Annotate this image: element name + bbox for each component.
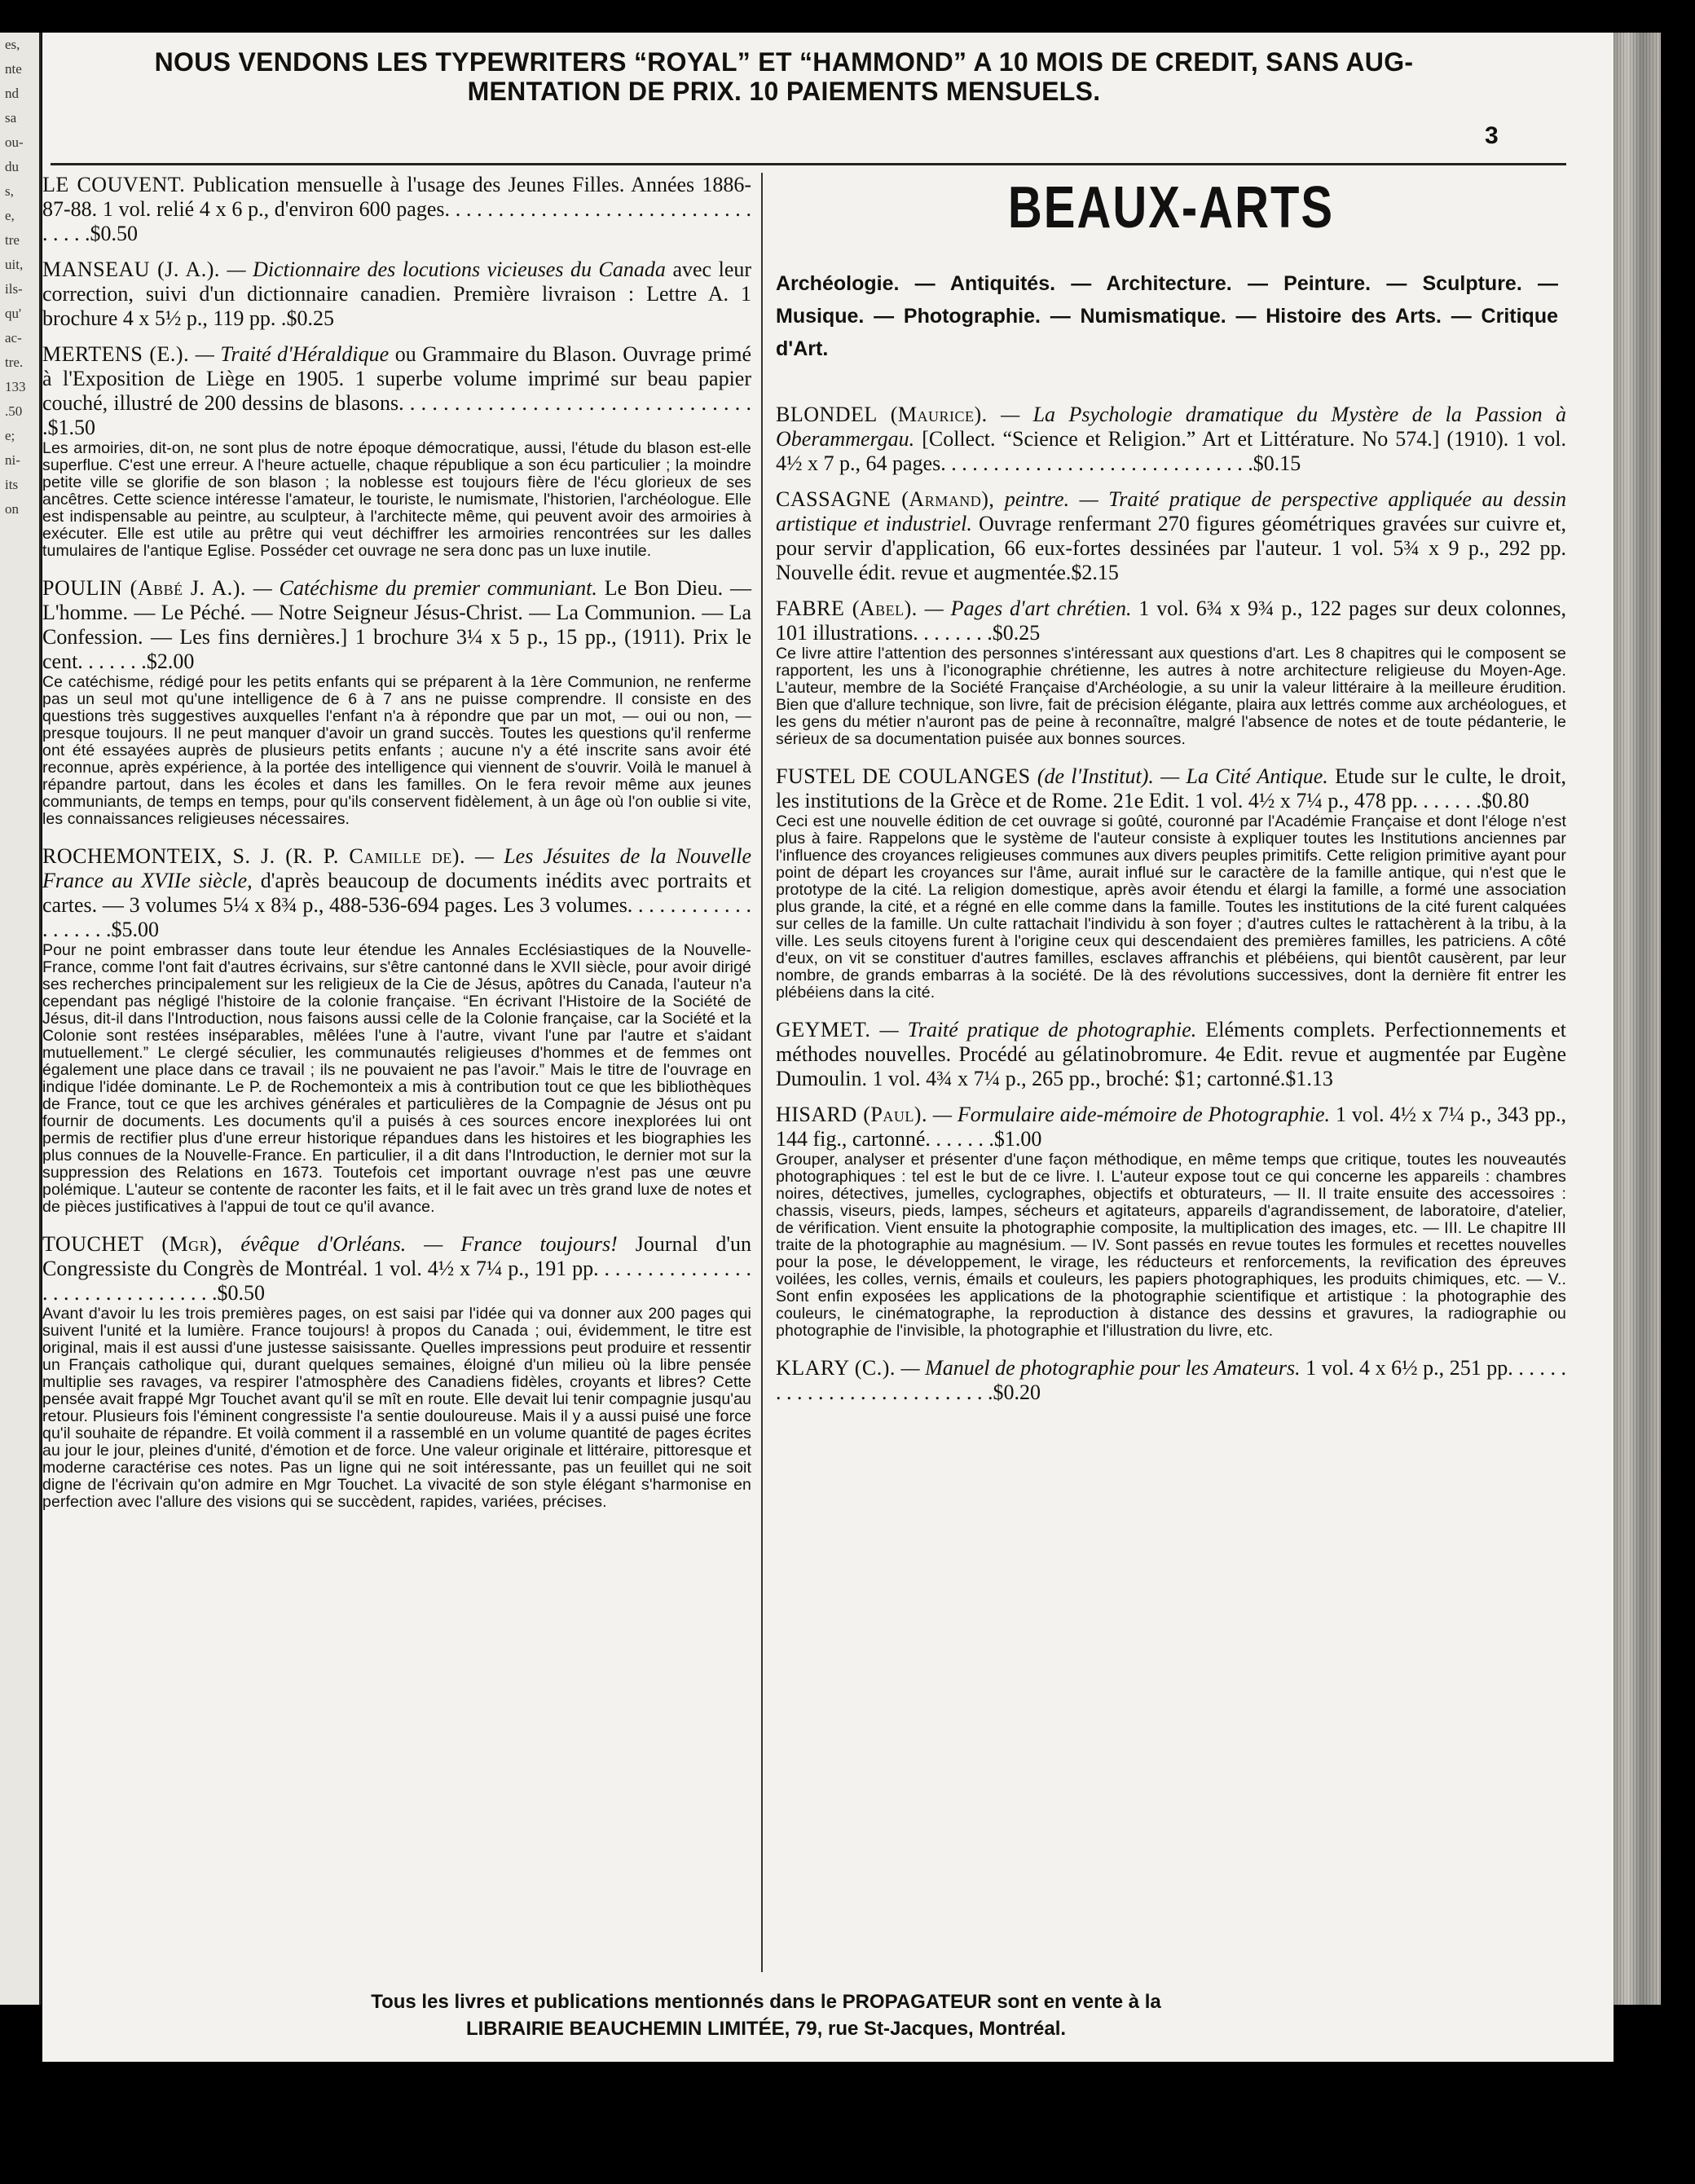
margin-fragment: e, [5,208,15,223]
entry-price: $0.20 [993,1380,1041,1404]
catalog-entry [42,576,751,828]
entry-price: $0.50 [90,222,138,245]
entry-price: $0.25 [992,621,1041,645]
margin-fragment: e; [5,428,15,443]
entry-description: Ouvrage renfermant 270 figures géométriques gravées sur cuivre et, pour servir d'application, 66 eux-fortes dessinées par l'auteur. 1 vol. 5¾ x 9 p., 292 pp. Nouvelle édit. revue et augmentée. [776,512,1566,584]
catalog-entry [42,258,751,331]
entry-author: LE COUVENT. [42,173,186,196]
catalog-entry [42,342,751,560]
entry-title: — Manuel de photographie pour les Amateurs. [900,1356,1301,1380]
entry-price: $2.15 [1071,561,1119,584]
entry-citation [42,844,751,942]
catalog-entry [776,403,1566,476]
margin-fragment: tre [5,232,20,248]
margin-fragment: .50 [5,403,23,419]
entry-review-note: Les armoiries, dit-on, ne sont plus de notre époque démocratique, aussi, l'étude du blason est-elle superflue. C'est une erreur. A l'heure actuelle, chaque république a son écu particulier ; la moindre petite ville se glorifie de son blason ; la noblesse est toujours fière de l'écu glorieux de ses ancêtres. Cette science intéresse l'amateur, le touriste, le numismate, l'historien, l'archéologue. Elle est indispensable au peintre, au sculpteur, à l'architecte même, qui peuvent avoir des armoiries à exécuter. Elle est utile au prêtre qui veut déchiffrer les armoiries rencontrées sur les dalles tumulaires de l'antique Eglise. Posséder cet ouvrage ne sera donc pas un luxe inutile. [42,439,751,560]
entry-title: évêque d'Orléans. — France toujours! [240,1232,618,1256]
entry-citation [42,258,751,331]
left-column [42,173,751,1527]
right-column [776,174,1567,1416]
entry-description: Publication mensuelle à l'usage des Jeunes Filles. Années 1886-87-88. 1 vol. relié 4 x 6 p., d'environ 600 pages. . . . . . . . . . . . . . . . . . . . . . . . . . . . . . . . . . [42,173,752,245]
header-line-2: MENTATION DE PRIX. 10 PAIEMENTS MENSUELS. [467,77,1101,106]
entry-description: avec leur correction, suivi d'un dictionnaire canadien. Première livraison : Lettre A. 1 brochure 4 x 5½ p., 119 pp. . [42,258,752,330]
margin-fragment: qu' [5,306,22,321]
page-footer [114,1988,1418,2042]
entry-title: (de l'Institut). — La Cité Antique. [1037,764,1328,788]
catalog-entry [776,1356,1566,1405]
right-entries [776,403,1566,1405]
header-rule [51,163,1566,165]
section-title: BEAUX-ARTS [1007,174,1335,240]
header-line-1: NOUS VENDONS LES TYPEWRITERS “ROYAL” ET “HAMMOND” A 10 MOIS DE CREDIT, SANS AUG- [154,47,1414,77]
margin-fragment: s, [5,183,14,199]
catalog-entry [776,1103,1566,1340]
entry-price: $0.80 [1481,789,1530,812]
entry-price: $1.00 [993,1127,1042,1151]
entry-citation [42,576,751,674]
entry-citation [776,403,1566,476]
entry-citation [776,1356,1566,1405]
entry-title: — Catéchisme du premier communiant. [253,576,597,600]
entry-citation [42,342,751,440]
entry-author: MERTENS (E.). [42,342,190,366]
entry-review-note: Ce livre attire l'attention des personnes s'intéressant aux questions d'art. Les 8 chapitres qui le composent se rapportent, les uns à l'iconographie chrétienne, les autres à notre architecture religieuse du Moyen-Age. L'auteur, membre de la Société Française d'Archéologie, a su unir la valeur littéraire à la meilleure érudition. Bien que d'allure technique, son livre, fait de précision élégante, plaira aux lettrés comme aux archéologues, et les gens du métier n'auront pas de peine à reconnaître, malgré l'absence de notes et de toute pédanterie, le sérieux de sa documentation puisée aux bonnes sources. [776,645,1566,748]
entry-title: — Dictionnaire des locutions vicieuses du Canada [227,258,666,281]
entry-author: MANSEAU (J. A.). [42,258,220,281]
page-header [91,47,1477,106]
entry-review-note: Ce catéchisme, rédigé pour les petits enfants qui se préparent à la 1ère Communion, ne renferme pas un seul mot qu'une intelligence de 6 à 7 ans ne puisse comprendre. Il consiste en des questions très suggestives auxquelles l'enfant n'a à répondre que par un mot, — oui ou non, — presque toujours. Il ne peut manquer d'avoir un grand succès. Toutes les questions qu'il renferme ont été essayées auprès de plusieurs petits enfants ; aucune n'y a été inscrite sans avoir été reconnue, après expérience, à la portée des intelligence qui viennent de s'ouvrir. Voilà le manuel à répandre partout, dans les écoles et dans les familles. On le fera revoir même aux jeunes communiants, de temps en temps, pour qu'ils conservent fidèlement, à un âge où l'on oublie si vite, les connaissances religieuses nécessaires. [42,673,751,828]
entry-title: peintre. — Traité pratique de perspective appliquée au dessin artistique et industriel. [776,487,1566,535]
entry-review-note: Grouper, analyser et présenter d'une façon méthodique, en même temps que critique, toutes les nouveautés photographiques : tel est le but de ce livre. I. L'auteur expose tout ce qui concerne les appareils : chambres noires, détectives, jumelles, cyclographes, objectifs et obturateurs, — II. Il traite ensuite des accessoires : chassis, viseurs, pieds, lampes, sécheurs et agitateurs, appareils d'agrandissement, de laboratoire, d'atelier, de vérification. Vient ensuite la photographie composite, la multiplication des images, etc. — III. Le chapitre III traite de la photographie au magnésium. — IV. Sont passés en revue toutes les formules et recettes nouvelles pour la pose, le développement, le virage, les réducteurs et renforcements, la revification des épreuves voilées, les colles, vernis, émails et couleurs, les papiers photographiques, les produits chimiques, etc. — V.. Sont enfin exposées les applications de la photographie scientifique et artistique : la photographie des couleurs, le cinématographe, la reproduction à distance des dessins et gravures, la radiographie ou photographie de l'invisible, la photographie et l'illustration du livre, etc. [776,1151,1566,1340]
entry-price: $0.15 [1253,451,1301,475]
entry-price: $0.25 [286,306,334,330]
entry-description: Le Bon Dieu. — L'homme. — Le Péché. — Notre Seigneur Jésus-Christ. — La Communion. — La Confession. — Les fins dernières.] 1 brochure 3¼ x 5 p., 15 pp., (1911). Prix le cent. . . . . . . [42,576,752,673]
margin-fragment: nte [5,61,22,77]
entry-author: TOUCHET (Mgr), [42,1232,223,1256]
book-page-edges [1614,33,1661,2005]
margin-fragment: ac- [5,330,22,346]
entry-description: d'après beaucoup de documents inédits avec portraits et cartes. — 3 volumes 5¼ x 8¾ p., 488-536-694 pages. Les 3 volumes. . . . . . . . . . . . . . . . . . . [42,869,752,941]
entry-citation [776,1103,1566,1151]
entry-review-note: Avant d'avoir lu les trois premières pages, on est saisi par l'idée qui va donner aux 200 pages qui suivent l'unité et la lumière. France toujours! à propos du Canada ; oui, évidemment, le titre est original, mais il est aussi d'une justesse saisissante. Quelles impressions peut produire et ressentir un Français catholique qui, durant quelques semaines, éloigné d'un milieu où la libre pensée multiplie ses ravages, va respirer l'atmosphère des Canadiens fidèles, croyants et libres? Cette pensée avait frappé Mgr Touchet avant qu'il se mît en route. Elle devait lui tenir compagnie jusqu'au retour. Plusieurs fois l'éminent congressiste l'a sentie douloureuse. Mais il y a aussi puisé une force qu'il souhaite de répandre. Et voilà comment il a rassemblé en un volume quantité de pages écrites au jour le jour, pleines d'unité, d'émotion et de force. Une valeur originale et littéraire, pittoresque et moderne caractérise ces notes. Pas un ligne qui ne soit intéressante, pas un feuillet qui ne soit digne de l'écrivain qu'on admire en Mgr Touchet. La vivacité de son style élégant s'harmonise en perfection avec l'allure des visions qui se succèdent, rapides, variées, précises. [42,1305,751,1511]
entry-author: GEYMET. [776,1018,871,1041]
entry-price: $0.50 [217,1281,265,1305]
column-divider [761,173,763,1982]
entry-author: BLONDEL (Maurice). [776,403,988,426]
entry-citation [776,487,1566,585]
margin-fragment: on [5,501,19,517]
entry-description: Etude sur le culte, le droit, les institutions de la Grèce et de Rome. 21e Edit. 1 vol. 4½ x 7¼ p., 478 pp. . . . . . . [776,764,1567,812]
catalog-entry [776,1018,1566,1091]
page-number: 3 [1485,122,1499,149]
entry-title: — Traité d'Héraldique [195,342,390,366]
margin-fragment: nd [5,86,19,101]
entry-citation [42,173,751,246]
margin-fragment: ils- [5,281,23,297]
footer-line-1: Tous les livres et publications mentionnés dans le PROPAGATEUR sont en vente à la [371,1991,1161,2013]
entry-title: — La Psychologie dramatique du Mystère de la Passion à Oberammergau. [776,403,1566,451]
entry-author: CASSAGNE (Armand), [776,487,995,511]
margin-fragment: ou- [5,134,24,150]
margin-fragment: ni- [5,452,20,468]
entry-citation [776,764,1566,813]
entry-description: ou Grammaire du Blason. Ouvrage primé à l'Exposition de Liège en 1905. 1 superbe volume imprimé sur beau papier couché, illustré de 200 dessins de blasons. . . . . . . . . . . . . . . . . . . . . . . . . . . . . . . . . [42,342,752,439]
entry-description: 1 vol. 4 x 6½ p., 251 pp. . . . . . . . . . . . . . . . . . . . . . . . . . . [776,1356,1567,1404]
catalog-entry [776,764,1566,1002]
entry-citation [776,597,1566,645]
entry-author: POULIN (Abbé J. A.). [42,576,246,600]
catalog-page [42,33,1614,2013]
entry-title: — Pages d'art chrétien. [924,597,1132,620]
margin-fragment: du [5,159,19,174]
margin-fragment: sa [5,110,17,125]
margin-fragment: its [5,477,19,492]
catalog-entry [776,597,1566,748]
entry-price: $1.50 [47,416,95,439]
margin-fragment: es, [5,37,20,52]
margin-fragment: tre. [5,354,24,370]
entry-title: — Traité pratique de photographie. [879,1018,1197,1041]
entry-description: [Collect. “Science et Religion.” Art et Littérature. No 574.] (1910). 1 vol. 4½ x 7 p., 64 pages. . . . . . . . . . . . . . . . . . . . . . . . . . . . . . [776,427,1566,475]
catalog-entry [42,844,751,1216]
catalog-entry [42,173,751,246]
entry-price: $1.13 [1285,1067,1333,1090]
entry-description: Eléments complets. Perfectionnements et méthodes nouvelles. Procédé au gélatinobromure. 4e Edit. revue et augmentée par Eugène Dumoulin. 1 vol. 4¾ x 7¼ p., 265 pp., broché: $1; cartonné. [776,1018,1567,1090]
entry-description: 1 vol. 4½ x 7¼ p., 343 pp., 144 fig., cartonné. . . . . . . [776,1103,1567,1151]
entry-author: FABRE (Abel). [776,597,918,620]
entry-citation [42,1232,751,1306]
section-subjects: Archéologie. — Antiquités. — Architecture. — Peinture. — Sculpture. — Musique. — Photographie. — Numismatique. — Histoire des Arts. — Critique d'Art. [776,272,1558,360]
entry-author: ROCHEMONTEIX, S. J. (R. P. Camille de). [42,844,465,868]
catalog-entry [776,487,1566,585]
entry-price: $2.00 [146,649,195,673]
entry-review-note: Pour ne point embrasser dans toute leur étendue les Annales Ecclésiastiques de la Nouvelle-France, comme l'ont fait d'autres écrivains, sur s'être cantonné dans le XVII siècle, pour avoir dirigé ses recherches principalement sur les religieux de la Cie de Jésus, apôtres du Canada, l'auteur n'a cependant pas négligé l'histoire de la colonie française. “En écrivant l'Histoire de la Société de Jésus, dit-il dans l'Introduction, nous faisons aussi celle de la Colonie française, car la Société et la Colonie sont restées inséparables, mêlées l'une à l'autre, vivant l'une par l'autre et s'aidant mutuellement.” Le clergé séculier, les communautés religieuses d'hommes et de femmes ont également une place dans ce travail ; ils ne pouvaient ne pas l'avoir.” Mais le titre de l'ouvrage en indique l'idée dominante. Le P. de Rochemonteix a mis à contribution tout ce que les bibliothèques de France, tout ce que les archives générales et particulières de la Compagnie de Jésus ont pu fournir de documents. Les documents qu'il a puisés à ces sources encore inexplorées lui ont permis de rectifier plus d'une erreur historique répandues dans les histoires et les biographies les plus connues de la Nouvelle-France. En particulier, il a dit dans l'Introduction, le dernier mot sur la suppression des Relations en 1673. Toutefois cet important ouvrage n'est pas une œuvre polémique. L'auteur se contente de raconter les faits, et il le fait avec un très grand luxe de notes et de pièces justificatives à l'appui de tout ce qu'il avance. [42,941,751,1216]
entry-title: — Formulaire aide-mémoire de Photographie. [932,1103,1331,1126]
entry-price: $5.00 [111,918,159,941]
margin-fragment: 133 [5,379,26,394]
entry-description: 1 vol. 6¾ x 9¾ p., 122 pages sur deux colonnes, 101 illustrations. . . . . . . . [776,597,1567,645]
entry-title: — Les Jésuites de la Nouvelle France au XVIIe siècle, [42,844,752,892]
entry-author: HISARD (Paul). [776,1103,927,1126]
entry-review-note: Ceci est une nouvelle édition de cet ouvrage si goûté, couronné par l'Académie Française et dont l'éloge n'est plus à faire. Rappelons que le système de l'auteur consiste à expliquer toutes les Institutions anciennes par l'influence des croyances religieuses communes aux divers peuples primitifs. Cette religion primitive ayant pour point de départ les croyances sur l'âme, aurait influé sur le caractère de la famille antique, qui n'est que le prototype de la cité. La religion domestique, après avoir étendu et élargi la famille, a formé une association plus grande, la cité, et a régné en elle comme dans la famille. Toutes les institutions de la cité furent calquées sur celles de la famille. Un culte rattachait l'individu à son foyer ; d'autres cultes le rattachèrent à la tribu, à la ville. Les seuls citoyens furent à l'origine ceux qui descendaient des premières familles, les patriciens. A côté d'eux, on vit se constituer d'autres familles, esclaves affranchis et plébéiens, qui bientôt causèrent, par leur nombre, de grands embarras à la société. De là des révolutions successives, dont la dernière fit entrer les plébéiens dans la cité. [776,812,1566,1002]
footer-line-2: LIBRAIRIE BEAUCHEMIN LIMITÉE, 79, rue St-Jacques, Montréal. [465,2018,1067,2040]
adjacent-page-strip [0,33,42,2005]
catalog-entry [42,1232,751,1511]
margin-fragment: uit, [5,257,24,272]
entry-description: Journal d'un Congressiste du Congrès de Montréal. 1 vol. 4½ x 7¼ p., 191 pp. . . . . . . . . . . . . . . . . . . . . . . . . . . . . . . . [42,1232,752,1305]
entry-author: FUSTEL DE COULANGES [776,764,1031,788]
entry-citation [776,1018,1566,1091]
entry-author: KLARY (C.). [776,1356,896,1380]
